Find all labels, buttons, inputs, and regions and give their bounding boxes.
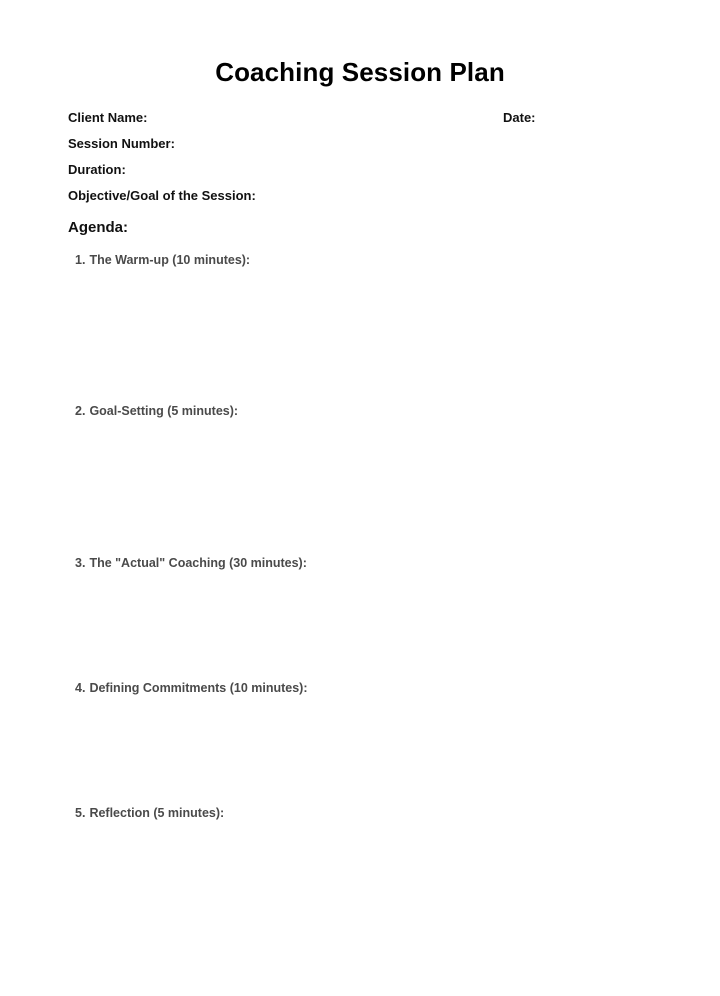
date-label: Date:	[503, 110, 536, 125]
objective-label: Objective/Goal of the Session:	[68, 188, 256, 203]
agenda-heading: Agenda:	[68, 219, 128, 236]
session-number-label: Session Number:	[68, 136, 175, 151]
agenda-item-number: 5.	[75, 806, 86, 820]
agenda-item-number: 3.	[75, 556, 86, 570]
agenda-item-label: The Warm-up (10 minutes):	[89, 253, 251, 267]
agenda-item-goal-setting	[75, 404, 238, 418]
agenda-item-reflection	[75, 806, 224, 820]
agenda-item-label: Defining Commitments (10 minutes):	[89, 681, 308, 695]
page-title: Coaching Session Plan	[215, 57, 505, 87]
agenda-item-number: 1.	[75, 253, 86, 267]
client-name-label: Client Name:	[68, 110, 148, 125]
agenda-item-label: Goal-Setting (5 minutes):	[89, 404, 239, 418]
duration-label: Duration:	[68, 162, 126, 177]
agenda-item-number: 2.	[75, 404, 86, 418]
agenda-item-label: Reflection (5 minutes):	[89, 806, 225, 820]
agenda-item-warm-up	[75, 253, 250, 267]
agenda-item-number: 4.	[75, 681, 86, 695]
agenda-item-actual-coaching	[75, 556, 307, 570]
agenda-item-label: The "Actual" Coaching (30 minutes):	[89, 556, 307, 570]
agenda-item-defining-commitments	[75, 681, 308, 695]
